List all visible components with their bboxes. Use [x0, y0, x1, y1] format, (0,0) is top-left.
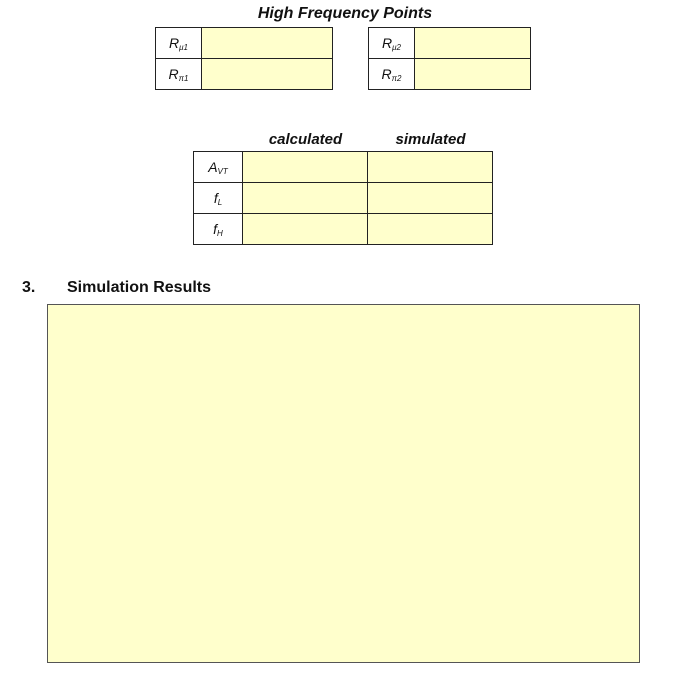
table-row [194, 214, 493, 245]
high-frequency-points-title: High Frequency Points [257, 5, 433, 22]
label-sub: π1 [178, 73, 189, 83]
table-row [156, 28, 333, 59]
hf-left-table [155, 27, 333, 90]
section-number: 3. [22, 279, 36, 296]
fl-label [194, 183, 243, 214]
hf-right-table [368, 27, 531, 90]
label-base: f [213, 189, 218, 206]
table-row [194, 183, 493, 214]
simulated-header: simulated [395, 131, 466, 148]
label-base: R [381, 65, 392, 82]
fh-calculated-input[interactable] [243, 214, 368, 245]
label-base: R [169, 34, 180, 51]
label-base: A [208, 158, 218, 175]
r-pi2-label [369, 59, 415, 90]
fh-label [194, 214, 243, 245]
r-pi1-input[interactable] [202, 59, 333, 90]
calculated-header: calculated [268, 131, 343, 148]
label-base: R [382, 34, 393, 51]
avt-simulated-input[interactable] [368, 152, 493, 183]
avt-label [194, 152, 243, 183]
label-sub: μ2 [392, 42, 401, 52]
table-row [194, 152, 493, 183]
table-row [369, 28, 531, 59]
fh-simulated-input[interactable] [368, 214, 493, 245]
results-table [193, 151, 493, 245]
label-sub: π2 [391, 73, 402, 83]
fl-calculated-input[interactable] [243, 183, 368, 214]
r-mu1-input[interactable] [202, 28, 333, 59]
table-row [156, 59, 333, 90]
r-pi2-input[interactable] [415, 59, 531, 90]
r-pi1-label [156, 59, 202, 90]
fl-simulated-input[interactable] [368, 183, 493, 214]
label-sub: μ1 [179, 42, 188, 52]
avt-calculated-input[interactable] [243, 152, 368, 183]
label-sub: H [217, 228, 223, 238]
simulation-results-box[interactable] [47, 304, 640, 663]
r-mu2-input[interactable] [415, 28, 531, 59]
label-base: R [168, 65, 179, 82]
label-sub: VT [217, 166, 228, 176]
section-title: Simulation Results [67, 279, 212, 296]
label-base: f [213, 220, 218, 237]
table-row [369, 59, 531, 90]
r-mu1-label [156, 28, 202, 59]
label-sub: L [217, 197, 223, 207]
r-mu2-label [369, 28, 415, 59]
